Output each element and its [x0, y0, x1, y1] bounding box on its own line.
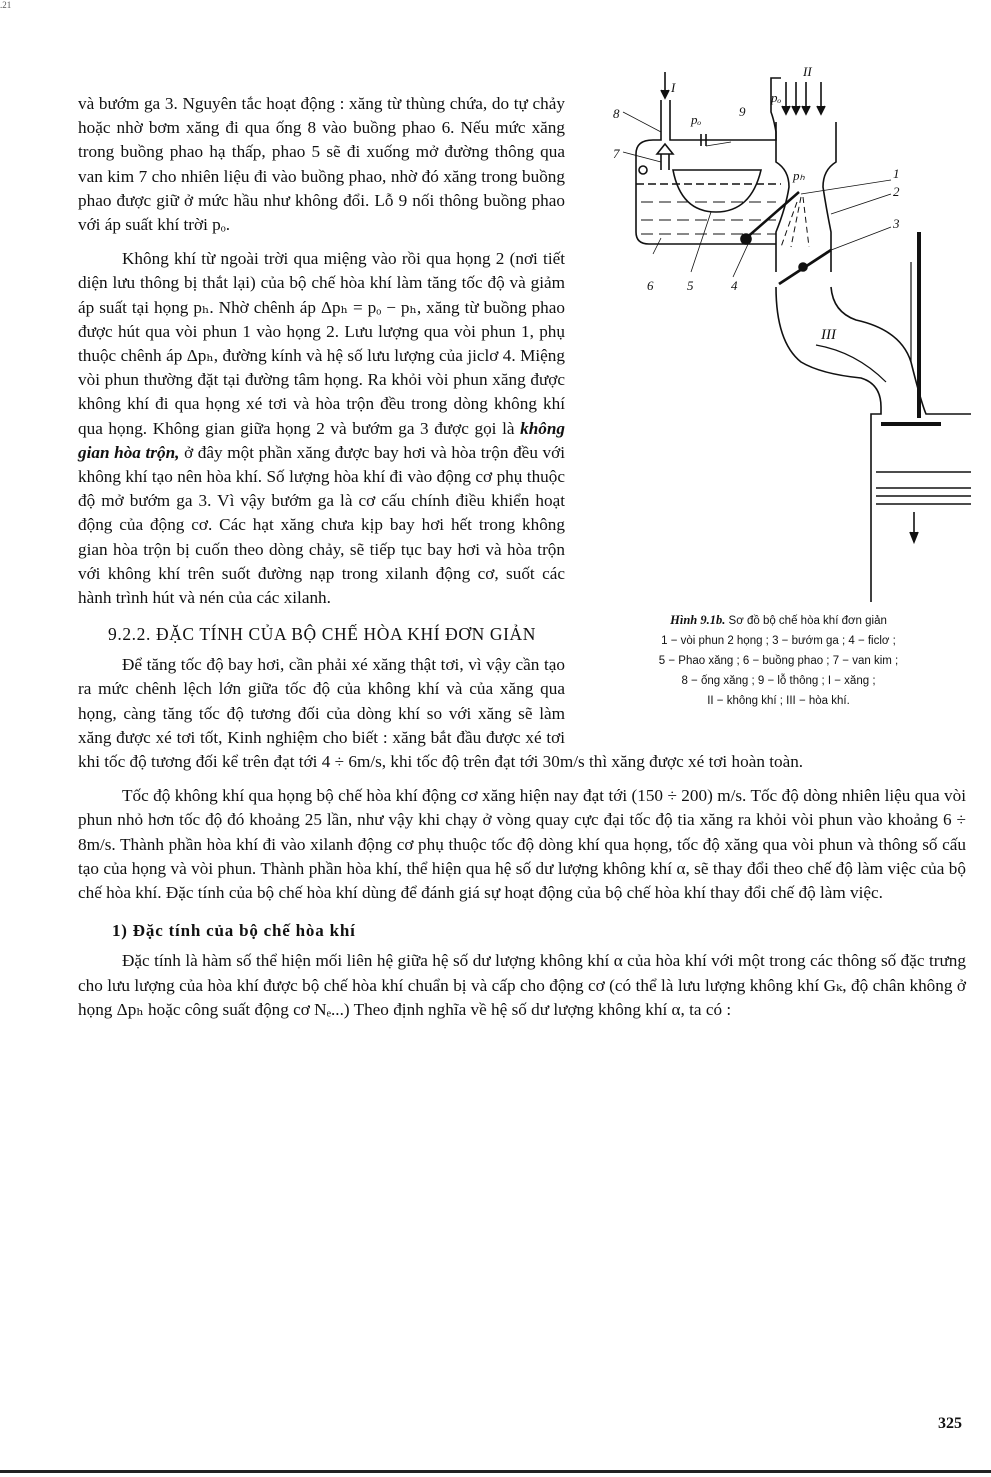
label-II: II	[803, 64, 812, 79]
label-4: 4	[731, 278, 738, 293]
label-III: III	[821, 327, 836, 343]
caption-title: Hình 9.1b.	[670, 613, 726, 627]
label-8: 8	[613, 106, 620, 121]
label-9: 9	[739, 104, 746, 119]
scan-corner-mark: .21	[0, 0, 12, 10]
carburetor-figure	[581, 62, 976, 730]
subheading: 1) Đặc tính của bộ chế hòa khí	[112, 921, 356, 941]
label-6: 6	[647, 278, 654, 293]
label-5: 5	[687, 278, 694, 293]
label-7: 7	[613, 146, 620, 161]
scan-edge	[0, 1470, 991, 1473]
label-I: I	[671, 80, 676, 95]
figure-caption	[581, 610, 976, 711]
label-ph: pₕ	[793, 168, 805, 183]
paragraph-text: ở đây một phần xăng được bay hơi và hòa trộn đều với không khí tạo nên hòa khí. Số lượng hòa khí đi vào động cơ phụ thuộc độ mở bướm ga 3. Vì vậy bướm ga là cơ cấu chính điều khiển hoạt động của động cơ. Các hạt xăng chưa kịp bay hơi hết trong không gian hòa trộn bị cuốn theo dòng chảy, sẽ tiếp tục bay hơi và hòa trộn với không khí trên suốt đường nạp trong xilanh động cơ, suốt các hành trình hút và nén của các xilanh.	[78, 442, 565, 608]
caption-line: 8 − ống xăng ; 9 − lỗ thông ; I − xăng ;	[681, 675, 876, 687]
paragraph: Đặc tính là hàm số thể hiện mối liên hệ giữa hệ số dư lượng không khí α của hòa khí với một trong các thông số đặc trưng cho lưu lượng của hòa khí được bộ chế hòa khí chuẩn bị và cấp cho động cơ (có thể là lưu lượng không khí Gₖ, độ chân không ở họng Δpₕ hoặc công suất động cơ Nₑ...) Theo định nghĩa về hệ số dư lượng không khí α, ta có :	[78, 951, 966, 1019]
page-body	[78, 64, 966, 1022]
label-pb: pₒ	[691, 112, 702, 127]
label-3: 3	[893, 216, 900, 231]
caption-line: II − không khí ; III − hòa khí.	[707, 695, 850, 707]
caption-line: 5 − Phao xăng ; 6 − buồng phao ; 7 − van kim ;	[658, 655, 899, 667]
page-number: 325	[938, 1415, 962, 1432]
emphasis-term: không gian hòa trộn,	[78, 418, 565, 462]
section-heading: 9.2.2. ĐẶC TÍNH CỦA BỘ CHẾ HÒA KHÍ ĐƠN GIẢN	[108, 624, 536, 645]
caption-line: 1 − vòi phun 2 họng ; 3 − bướm ga ; 4 − ficlơ ;	[661, 635, 896, 647]
paragraph-text: Không khí từ ngoài trời qua miệng vào rồi qua họng 2 (nơi tiết diện lưu thông bị thắt lại) của bộ chế hòa khí làm tăng tốc độ và giảm áp suất tại họng pₕ. Nhờ chênh áp Δpₕ = pₒ − pₕ, xăng từ buồng phao được hút qua vòi phun 1 vào họng 2. Lưu lượng qua vòi phun 1, phụ thuộc chênh áp Δpₕ, đường kính và hệ số lưu lượng của jiclơ 4. Miệng vòi phun thường đặt tại đường tâm họng. Ra khỏi vòi phun xăng được không khí đi qua họng xé tơi và hòa trộn đều trong dòng không khí qua họng. Không gian giữa họng 2 và bướm ga 3 được gọi là	[78, 249, 565, 438]
paragraph: Để tăng tốc độ bay hơi, cần phải xé xăng thật tơi, vì vậy cần tạo ra mức chênh lệch lớn giữa tốc độ của không khí và của xăng qua họng, càng tăng tốc độ tương đối của dòng khí so với xăng sẽ làm xăng được xé tơi tốt, Kinh nghiệm cho biết : xăng bắt đầu được xé tơi khi tốc độ tương đối kể trên đạt tới 4 ÷ 6m/s, khi tốc độ trên đạt tới 30m/s thì xăng được xé tơi hoàn toàn.	[78, 655, 804, 772]
carburetor-diagram	[581, 62, 976, 602]
label-po: pₒ	[771, 90, 782, 105]
label-1: 1	[893, 166, 900, 181]
caption-text: Sơ đồ bộ chế hòa khí đơn giản	[725, 615, 887, 627]
paragraph: Tốc độ không khí qua họng bộ chế hòa khí động cơ xăng hiện nay đạt tới (150 ÷ 200) m/s. Tốc độ dòng nhiên liệu qua vòi phun nhỏ hơn tốc độ đó khoảng 25 lần, như vậy khi chạy ở vòng quay cực đại tốc độ tia xăng ra khỏi vòi phun vào khoảng 6 ÷ 8m/s. Thành phần hòa khí đi vào xilanh động cơ phụ thuộc tốc độ dòng khí qua họng, tốc độ xăng qua vòi phun và thông số cấu tạo của họng và vòi phun. Thành phần hòa khí, thể hiện qua hệ số dư lượng không khí α, sẽ thay đổi theo chế độ làm việc của bộ chế hòa khí. Đặc tính của bộ chế hòa khí dùng để đánh giá sự hoạt động của bộ chế hòa khí thay đổi chế độ làm việc.	[78, 786, 966, 903]
label-2: 2	[893, 184, 900, 199]
paragraph-intro: và bướm ga 3. Nguyên tắc hoạt động : xăng từ thùng chứa, do tự chảy hoặc nhờ bơm xăng đi qua ống 8 vào buồng phao 6. Nếu mức xăng trong buồng phao hạ thấp, phao 5 sẽ đi xuống mở đường thông qua van kim 7 cho nhiên liệu đi vào buồng phao, nhờ đó xăng trong buồng phao được giữ ở mức hầu như không đổi. Lỗ 9 nối thông buồng phao với áp suất khí trời pₒ.	[78, 94, 565, 235]
